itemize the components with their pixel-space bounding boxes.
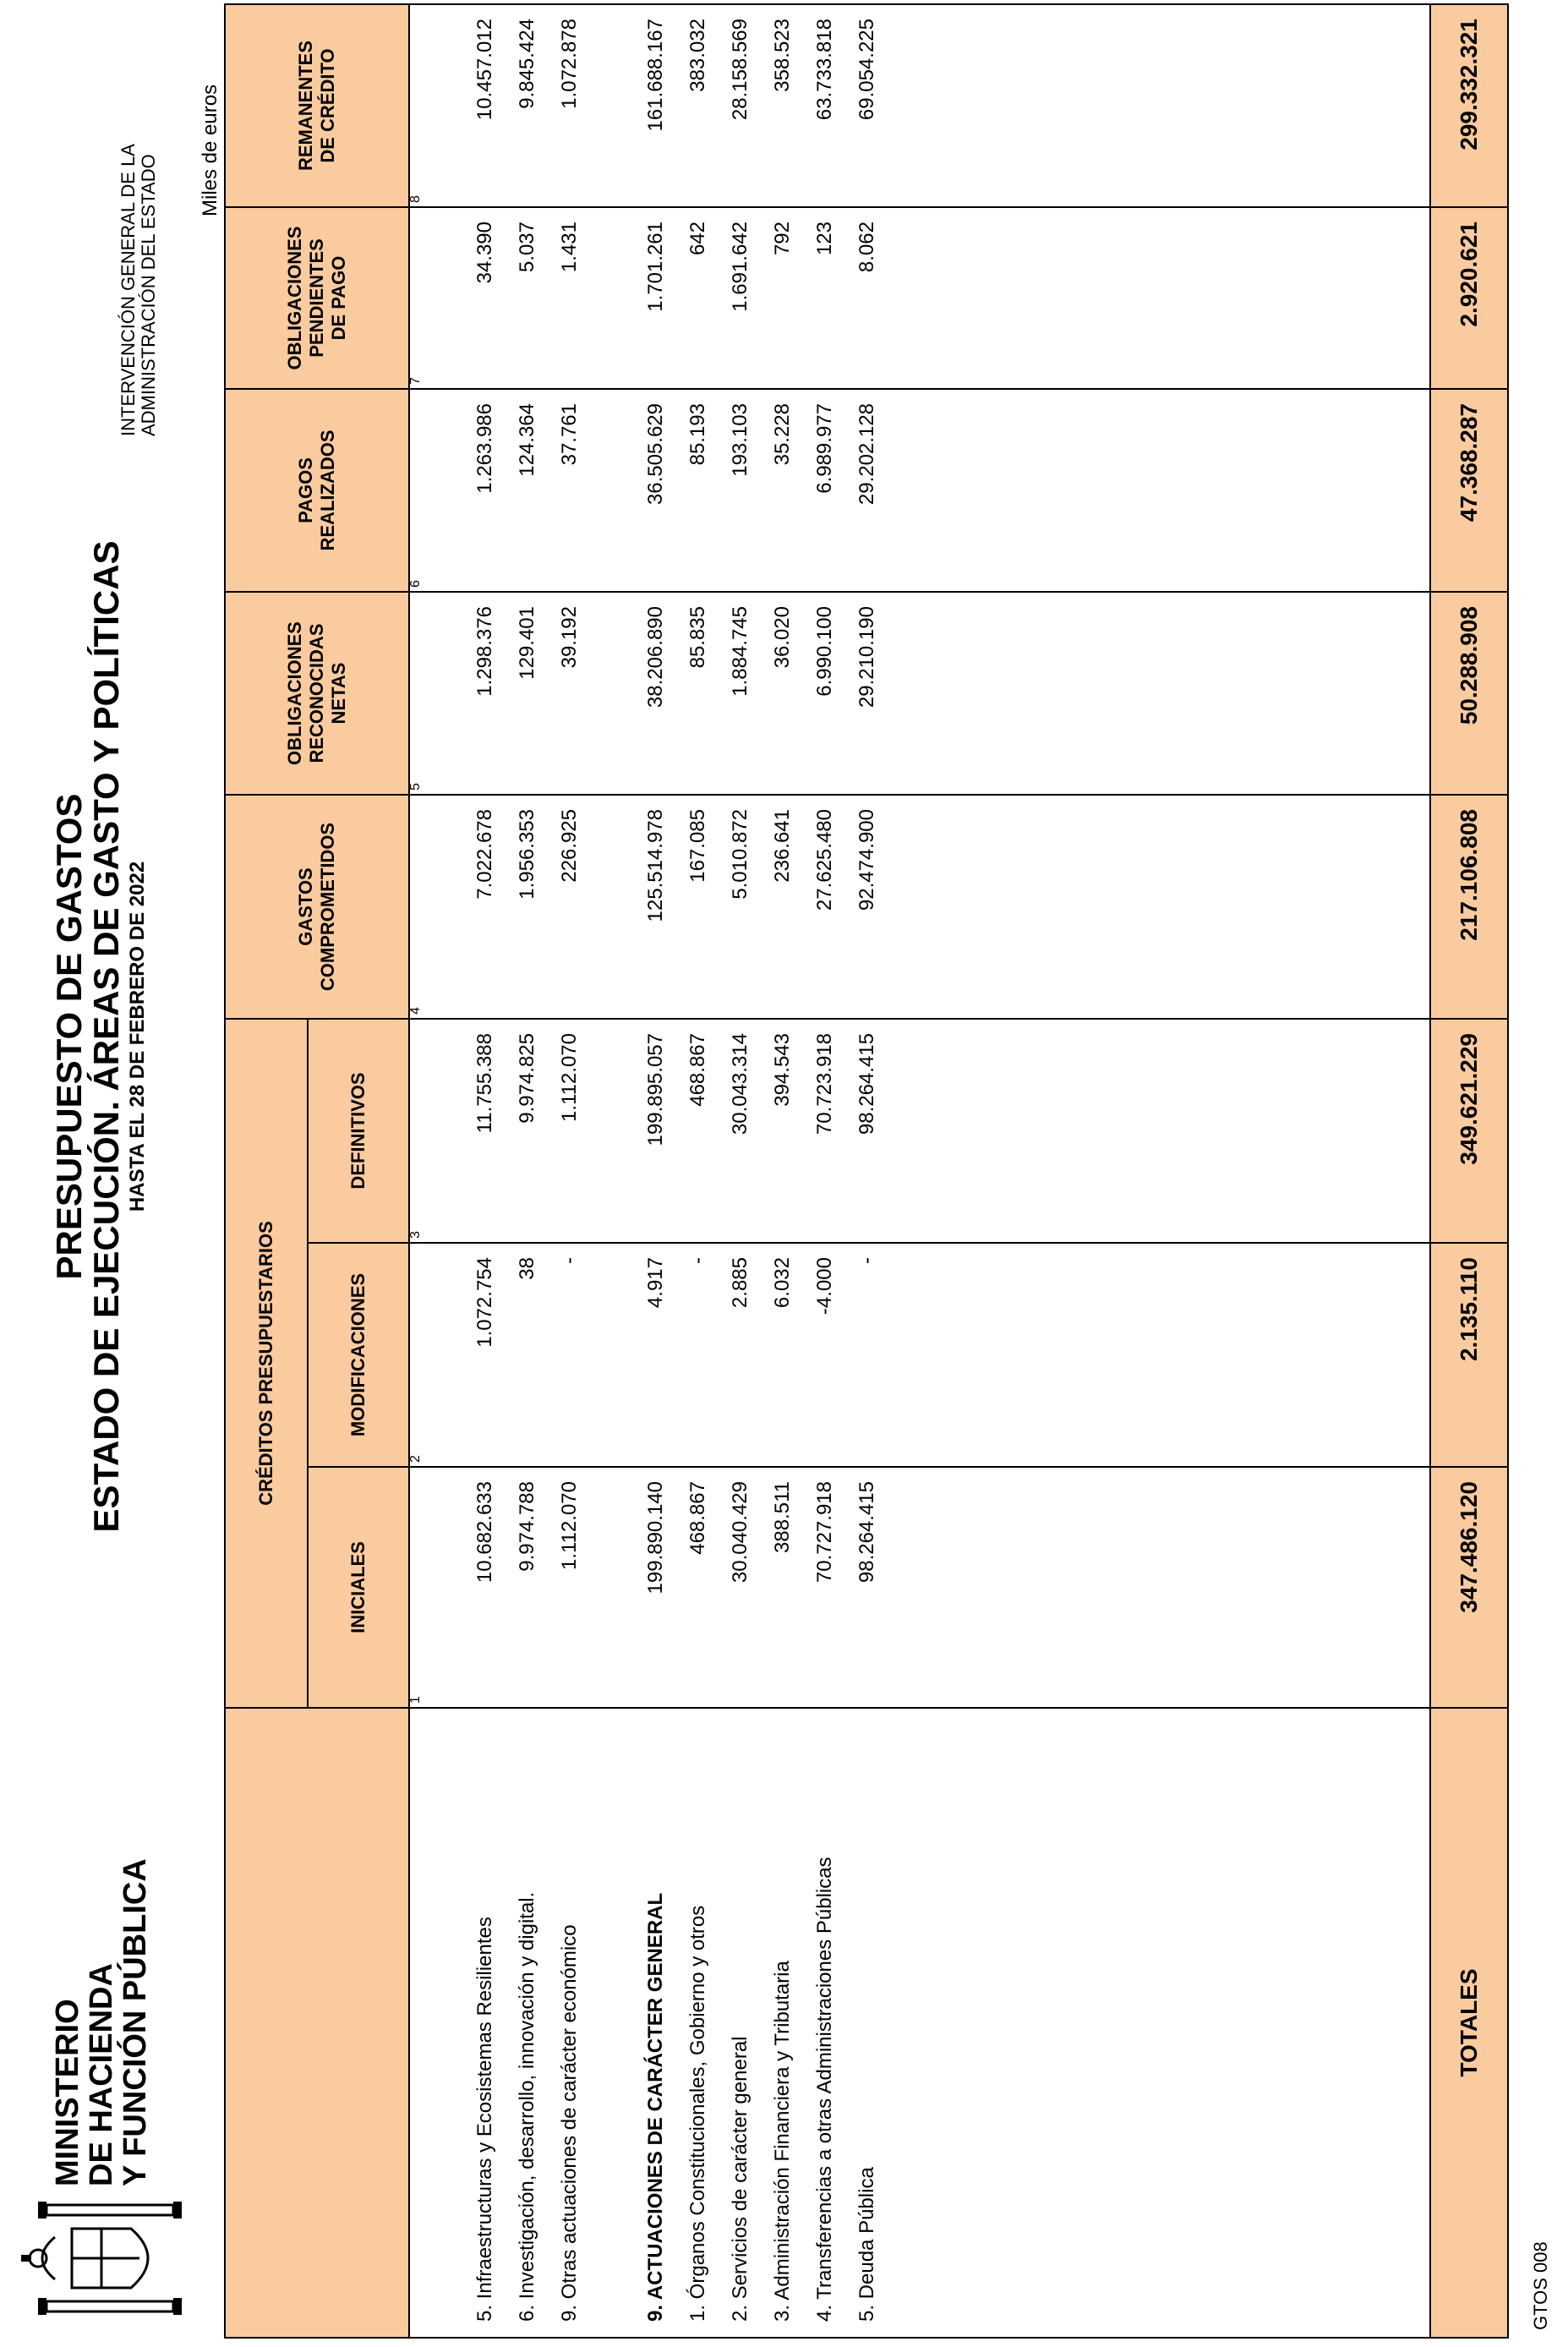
total-cell: 349.621.229: [1430, 1019, 1508, 1243]
igae-line-2: ADMINISTRACIÓN DEL ESTADO: [138, 154, 159, 436]
value-cell: 161.688.167: [644, 19, 667, 132]
value-cell: 1.072.878: [558, 19, 581, 109]
value-cell: 1.956.353: [516, 809, 538, 900]
value-cell: 129.401: [516, 606, 538, 680]
hdr-line: PAGOS: [295, 457, 316, 523]
col-pendientes: [409, 207, 1430, 389]
value-cell: 85.835: [686, 606, 709, 669]
total-cell: 2.920.621: [1430, 207, 1508, 389]
total-cell: 50.288.908: [1430, 592, 1508, 795]
value-cell: 29.202.128: [855, 403, 878, 506]
description-column: [409, 1708, 1430, 2338]
value-cell: 642: [686, 222, 709, 256]
hdr-line: OBLIGACIONES: [284, 621, 305, 765]
col-iniciales: [409, 1467, 1430, 1708]
report-title: [51, 487, 150, 1586]
col-definitivos: [409, 1019, 1430, 1243]
total-cell: 217.106.808: [1430, 795, 1508, 1019]
value-cell: 167.085: [686, 809, 709, 883]
value-cell: 11.755.388: [473, 1033, 496, 1134]
hdr-line: DE PAGO: [328, 255, 349, 341]
value-cell: 468.867: [686, 1033, 709, 1107]
ministry-line-2: DE HACIENDA: [84, 1963, 119, 2186]
value-cell: 394.543: [771, 1033, 794, 1107]
value-cell: 69.054.225: [855, 19, 878, 121]
value-cell: 6.990.100: [813, 606, 836, 697]
column-index: 1: [408, 1696, 423, 1704]
total-cell: 47.368.287: [1430, 389, 1508, 592]
form-code: GTOS 008: [1530, 2241, 1551, 2330]
value-cell: 92.474.900: [855, 809, 878, 911]
list-item: 5. Deuda Pública: [855, 2167, 878, 2322]
value-cell: 37.761: [558, 403, 581, 466]
value-cell: 27.625.480: [813, 809, 836, 911]
list-item: 9. Otras actuaciones de carácter económico: [558, 1924, 581, 2322]
value-cell: 10.682.633: [473, 1481, 496, 1584]
report-date: HASTA EL 28 DE FEBRERO DE 2022: [126, 861, 149, 1212]
column-index: 3: [408, 1231, 423, 1239]
value-cell: 98.264.415: [855, 1033, 878, 1135]
value-cell: 70.723.918: [813, 1033, 836, 1135]
value-cell: 35.228: [771, 403, 794, 466]
value-cell: 1.072.754: [473, 1257, 496, 1348]
value-cell: 2.885: [729, 1257, 751, 1309]
value-cell: 5.037: [516, 222, 538, 273]
value-cell: 1.263.986: [473, 403, 496, 494]
value-cell: 34.390: [473, 222, 496, 284]
total-cell: 2.135.110: [1430, 1243, 1508, 1467]
column-index: 4: [408, 1007, 423, 1015]
value-cell: 7.022.678: [473, 809, 496, 900]
col-pagos: [409, 389, 1430, 592]
value-cell: -4.000: [813, 1257, 836, 1316]
ministry-line-3: Y FUNCIÓN PÚBLICA: [117, 1858, 153, 2186]
ministry-name: [51, 1858, 152, 2186]
hdr-line: GASTOS: [295, 867, 316, 946]
value-cell: 388.511: [771, 1481, 794, 1553]
value-cell: 39.192: [558, 606, 581, 669]
value-cell: 8.062: [855, 222, 878, 273]
column-index: 2: [408, 1455, 423, 1463]
value-cell: 6.989.977: [813, 403, 836, 494]
list-item: 6. Investigación, desarrollo, innovación y digital.: [516, 1891, 538, 2322]
obligaciones-header: [225, 592, 409, 795]
col-remanentes: [409, 4, 1430, 207]
col-obligaciones: [409, 592, 1430, 795]
value-cell: 123: [813, 222, 836, 256]
column-index: 5: [408, 783, 423, 791]
value-cell: 98.264.415: [855, 1481, 878, 1584]
value-cell: 383.032: [686, 19, 709, 92]
value-cell: 468.867: [686, 1481, 709, 1555]
list-item: 9. ACTUACIONES DE CARÁCTER GENERAL: [644, 1892, 667, 2322]
column-index: 6: [408, 580, 423, 588]
value-cell: 236.641: [771, 809, 794, 883]
value-cell: 6.032: [771, 1257, 794, 1309]
value-cell: -: [558, 1257, 581, 1264]
value-cell: 36.505.629: [644, 403, 667, 506]
hdr-line: PENDIENTES: [306, 238, 327, 358]
pagos-header: [225, 389, 409, 592]
hdr-line: REMANENTES: [295, 41, 316, 172]
value-cell: 28.158.569: [729, 19, 751, 121]
value-cell: 199.895.057: [644, 1033, 667, 1146]
hdr-line: OBLIGACIONES: [284, 226, 305, 370]
hdr-line: REALIZADOS: [317, 429, 338, 551]
list-item: 2. Servicios de carácter general: [729, 2036, 751, 2322]
value-cell: 30.040.429: [729, 1481, 751, 1584]
table-body-row: [409, 4, 1430, 2338]
desc-header: [225, 1708, 409, 2338]
value-cell: 9.845.424: [516, 19, 538, 109]
igae-line-1: INTERVENCIÓN GENERAL DE LA: [117, 144, 139, 436]
value-cell: 4.917: [644, 1257, 667, 1309]
value-cell: 1.691.642: [729, 222, 751, 312]
igae-label: [118, 144, 159, 436]
execution-table: [224, 3, 1509, 2339]
list-item: 1. Órganos Constitucionales, Gobierno y otros: [686, 1905, 709, 2322]
column-index: 7: [408, 377, 423, 385]
title-line-1: PRESUPUESTO DE GASTOS: [49, 793, 89, 1280]
units-label: Miles de euros: [199, 84, 221, 216]
definitivos-header: DEFINITIVOS: [308, 1019, 409, 1243]
hdr-line: RECONOCIDAS: [306, 623, 327, 763]
col-comprometidos: [409, 795, 1430, 1019]
value-cell: 124.364: [516, 403, 538, 477]
value-cell: 125.514.978: [644, 809, 667, 922]
total-cell: 347.486.120: [1430, 1467, 1508, 1708]
ministry-line-1: MINISTERIO: [50, 1999, 85, 2186]
col-modificaciones: [409, 1243, 1430, 1467]
total-cell: 299.332.321: [1430, 4, 1508, 207]
value-cell: 1.112.070: [558, 1033, 581, 1122]
value-cell: 9.974.788: [516, 1481, 538, 1572]
value-cell: 193.103: [729, 403, 751, 477]
list-item: 3. Administración Financiera y Tributaria: [771, 1961, 794, 2322]
creditos-header: CRÉDITOS PRESUPUESTARIOS: [225, 1019, 308, 1708]
value-cell: 199.890.140: [644, 1481, 667, 1595]
hdr-line: NETAS: [328, 662, 349, 725]
hdr-line: DE CRÉDITO: [317, 48, 338, 163]
value-cell: -: [855, 1257, 878, 1264]
value-cell: 9.974.825: [516, 1033, 538, 1124]
list-item: 4. Transferencias a otras Administraciones Públicas: [813, 1857, 836, 2322]
column-index: 8: [408, 195, 423, 203]
value-cell: 792: [771, 222, 794, 256]
comprometidos-header: [225, 795, 409, 1019]
pendientes-header: [225, 207, 409, 389]
title-line-2: ESTADO DE EJECUCIÓN. ÁREAS DE GASTO Y POLÍTICAS: [86, 540, 126, 1533]
value-cell: 358.523: [771, 19, 794, 92]
value-cell: 226.925: [558, 809, 581, 883]
totals-row: [1430, 4, 1508, 2338]
value-cell: 1.701.261: [644, 222, 667, 312]
value-cell: 1.112.070: [558, 1481, 581, 1570]
value-cell: 38.206.890: [644, 606, 667, 708]
coat-of-arms-icon: [13, 2195, 190, 2322]
value-cell: 10.457.012: [473, 19, 496, 121]
hdr-line: COMPROMETIDOS: [317, 822, 338, 992]
iniciales-header: INICIALES: [308, 1467, 409, 1708]
value-cell: 29.210.190: [855, 606, 878, 708]
value-cell: 5.010.872: [729, 809, 751, 900]
value-cell: 1.298.376: [473, 606, 496, 697]
list-item: 5. Infraestructuras y Ecosistemas Resilientes: [473, 1917, 496, 2322]
value-cell: 85.193: [686, 403, 709, 466]
totals-label: TOTALES: [1430, 1708, 1508, 2338]
value-cell: 30.043.314: [729, 1033, 751, 1135]
value-cell: 70.727.918: [813, 1481, 836, 1584]
value-cell: 36.020: [771, 606, 794, 669]
value-cell: 63.733.818: [813, 19, 836, 121]
value-cell: 1.431: [558, 222, 581, 273]
value-cell: 38: [516, 1257, 538, 1280]
remanentes-header: [225, 4, 409, 207]
page-header: [0, 0, 220, 2347]
modificaciones-header: MODIFICACIONES: [308, 1243, 409, 1467]
value-cell: -: [686, 1257, 709, 1264]
value-cell: 1.884.745: [729, 606, 751, 697]
